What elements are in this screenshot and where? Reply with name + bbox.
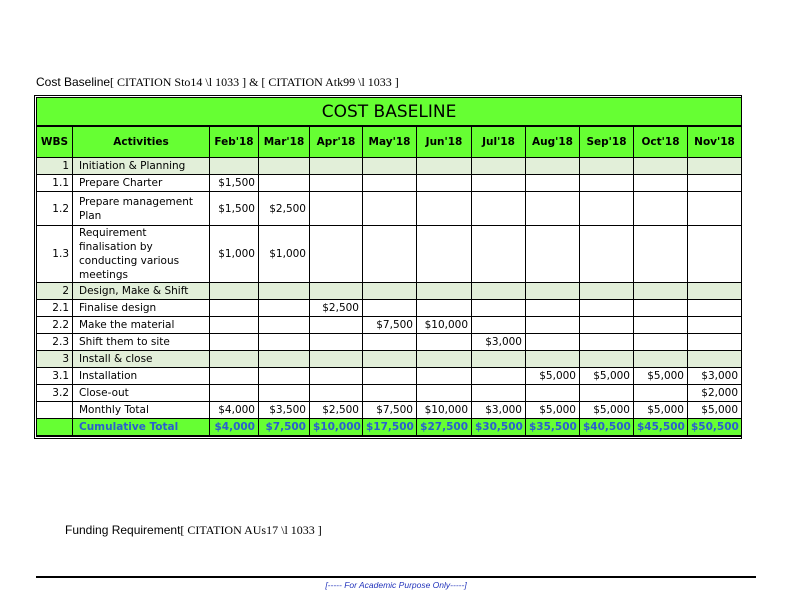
cumulative-total-label: Cumulative Total bbox=[73, 419, 210, 437]
cost-cell bbox=[526, 300, 580, 317]
cost-cell bbox=[634, 175, 688, 192]
cost-cell bbox=[363, 175, 417, 192]
cost-cell bbox=[417, 334, 472, 351]
cost-cell bbox=[472, 158, 526, 175]
table-row bbox=[37, 175, 742, 192]
cost-cell bbox=[210, 300, 259, 317]
wbs-cell: 1.2 bbox=[37, 192, 73, 226]
caption-label: Funding Requirement bbox=[65, 523, 181, 537]
cost-cell bbox=[580, 175, 634, 192]
wbs-cell: 1.1 bbox=[37, 175, 73, 192]
cumulative-cell: $45,500 bbox=[634, 419, 688, 437]
activity-cell: Finalise design bbox=[73, 300, 210, 317]
cost-cell bbox=[363, 192, 417, 226]
cost-cell bbox=[310, 317, 363, 334]
cost-cell bbox=[210, 334, 259, 351]
table-row bbox=[37, 300, 742, 317]
cost-cell bbox=[688, 175, 742, 192]
cost-cell: $7,500 bbox=[363, 317, 417, 334]
cost-cell: $5,000 bbox=[580, 402, 634, 419]
cost-cell: $2,000 bbox=[688, 385, 742, 402]
wbs-cell: 2 bbox=[37, 283, 73, 300]
cost-cell bbox=[526, 283, 580, 300]
cost-cell bbox=[688, 300, 742, 317]
cost-cell bbox=[526, 192, 580, 226]
cost-cell bbox=[210, 283, 259, 300]
cost-cell: $3,500 bbox=[259, 402, 310, 419]
cost-cell bbox=[580, 317, 634, 334]
cost-cell bbox=[634, 385, 688, 402]
cost-cell bbox=[580, 192, 634, 226]
citation-field[interactable]: [ CITATION Sto14 \l 1033 ] & [ CITATION Atk99 \l 1033 ] bbox=[110, 75, 399, 89]
cost-cell bbox=[634, 300, 688, 317]
cost-cell bbox=[363, 158, 417, 175]
cost-cell bbox=[259, 300, 310, 317]
cost-cell bbox=[210, 317, 259, 334]
cumulative-cell: $27,500 bbox=[417, 419, 472, 437]
cumulative-cell: $4,000 bbox=[210, 419, 259, 437]
wbs-cell bbox=[37, 402, 73, 419]
wbs-cell: 2.2 bbox=[37, 317, 73, 334]
header-row bbox=[37, 126, 742, 158]
cost-cell bbox=[259, 385, 310, 402]
activity-cell: Make the material bbox=[73, 317, 210, 334]
cost-cell bbox=[210, 368, 259, 385]
cost-cell: $3,000 bbox=[472, 402, 526, 419]
cost-cell bbox=[472, 300, 526, 317]
table-row bbox=[37, 192, 742, 226]
cost-cell bbox=[580, 226, 634, 283]
cost-cell bbox=[580, 158, 634, 175]
cost-cell bbox=[310, 192, 363, 226]
cost-cell: $1,500 bbox=[210, 175, 259, 192]
cost-cell: $4,000 bbox=[210, 402, 259, 419]
table-body bbox=[37, 158, 742, 437]
cost-cell bbox=[363, 385, 417, 402]
activity-cell: Installation bbox=[73, 368, 210, 385]
cost-cell bbox=[210, 385, 259, 402]
cost-cell bbox=[259, 283, 310, 300]
cost-cell bbox=[310, 158, 363, 175]
cost-cell: $1,500 bbox=[210, 192, 259, 226]
cost-cell bbox=[259, 368, 310, 385]
cumulative-total-row bbox=[37, 419, 742, 437]
header-month: Sep'18 bbox=[580, 126, 634, 158]
cost-cell bbox=[526, 158, 580, 175]
cumulative-cell: $35,500 bbox=[526, 419, 580, 437]
footer-divider bbox=[36, 576, 756, 578]
cost-cell bbox=[526, 334, 580, 351]
cost-cell: $2,500 bbox=[259, 192, 310, 226]
cost-cell bbox=[363, 300, 417, 317]
wbs-cell: 1.3 bbox=[37, 226, 73, 283]
header-wbs: WBS bbox=[37, 126, 73, 158]
wbs-cell: 3.1 bbox=[37, 368, 73, 385]
cost-cell: $5,000 bbox=[634, 368, 688, 385]
wbs-cell: 1 bbox=[37, 158, 73, 175]
cumulative-cell: $40,500 bbox=[580, 419, 634, 437]
cost-cell bbox=[310, 368, 363, 385]
cost-cell bbox=[580, 283, 634, 300]
cost-cell bbox=[417, 351, 472, 368]
cost-cell: $5,000 bbox=[580, 368, 634, 385]
cost-cell bbox=[310, 175, 363, 192]
cost-cell: $5,000 bbox=[634, 402, 688, 419]
cost-cell bbox=[472, 385, 526, 402]
activity-cell: Initiation & Planning bbox=[73, 158, 210, 175]
cost-cell bbox=[363, 334, 417, 351]
section-row bbox=[37, 158, 742, 175]
cost-cell bbox=[417, 192, 472, 226]
cost-cell bbox=[634, 283, 688, 300]
cost-cell: $2,500 bbox=[310, 402, 363, 419]
cost-cell: $3,000 bbox=[472, 334, 526, 351]
table-row bbox=[37, 402, 742, 419]
cost-cell bbox=[580, 385, 634, 402]
cost-cell: $3,000 bbox=[688, 368, 742, 385]
section-row bbox=[37, 283, 742, 300]
cost-cell bbox=[634, 334, 688, 351]
cost-cell: $5,000 bbox=[526, 368, 580, 385]
cost-cell bbox=[634, 158, 688, 175]
activity-cell: Requirement finalisation by conducting various meetings bbox=[73, 226, 210, 283]
activity-cell: Close-out bbox=[73, 385, 210, 402]
cost-cell bbox=[580, 351, 634, 368]
cost-cell bbox=[688, 334, 742, 351]
cost-cell bbox=[472, 283, 526, 300]
cost-cell bbox=[259, 175, 310, 192]
cost-cell bbox=[417, 283, 472, 300]
cost-cell bbox=[472, 226, 526, 283]
cost-cell bbox=[363, 351, 417, 368]
cost-cell bbox=[688, 283, 742, 300]
citation-field[interactable]: [ CITATION AUs17 \l 1033 ] bbox=[180, 523, 322, 537]
activity-cell: Prepare management Plan bbox=[73, 192, 210, 226]
cost-cell bbox=[472, 175, 526, 192]
header-month: Jul'18 bbox=[472, 126, 526, 158]
cost-baseline-table-frame bbox=[34, 95, 742, 439]
cost-cell: $2,500 bbox=[310, 300, 363, 317]
cumulative-cell: $30,500 bbox=[472, 419, 526, 437]
table-row bbox=[37, 226, 742, 283]
header-month: Oct'18 bbox=[634, 126, 688, 158]
cost-cell bbox=[310, 334, 363, 351]
header-month: Aug'18 bbox=[526, 126, 580, 158]
cost-cell bbox=[580, 300, 634, 317]
cost-cell bbox=[472, 317, 526, 334]
cost-cell bbox=[259, 158, 310, 175]
cost-cell bbox=[417, 385, 472, 402]
cost-cell bbox=[634, 351, 688, 368]
cost-cell bbox=[259, 351, 310, 368]
cost-baseline-table bbox=[36, 97, 742, 437]
table-row bbox=[37, 385, 742, 402]
cost-cell: $1,000 bbox=[210, 226, 259, 283]
cumulative-cell: $7,500 bbox=[259, 419, 310, 437]
cumulative-cell: $17,500 bbox=[363, 419, 417, 437]
cost-cell bbox=[526, 385, 580, 402]
activity-cell: Design, Make & Shift bbox=[73, 283, 210, 300]
cost-cell bbox=[417, 226, 472, 283]
cost-cell bbox=[363, 226, 417, 283]
activity-cell: Prepare Charter bbox=[73, 175, 210, 192]
footer-note: [----- For Academic Purpose Only-----] bbox=[325, 580, 467, 590]
funding-requirement-caption bbox=[65, 523, 322, 538]
cost-cell bbox=[688, 226, 742, 283]
header-month: Apr'18 bbox=[310, 126, 363, 158]
table-row bbox=[37, 334, 742, 351]
cost-cell: $7,500 bbox=[363, 402, 417, 419]
cost-cell bbox=[688, 192, 742, 226]
header-activities: Activities bbox=[73, 126, 210, 158]
cost-cell bbox=[417, 158, 472, 175]
table-row bbox=[37, 317, 742, 334]
cost-cell bbox=[472, 351, 526, 368]
cost-cell bbox=[259, 317, 310, 334]
cost-cell bbox=[310, 351, 363, 368]
cost-cell bbox=[472, 368, 526, 385]
activity-cell: Shift them to site bbox=[73, 334, 210, 351]
cost-cell: $1,000 bbox=[259, 226, 310, 283]
cost-cell bbox=[688, 158, 742, 175]
header-month: Mar'18 bbox=[259, 126, 310, 158]
wbs-cell: 2.3 bbox=[37, 334, 73, 351]
cost-cell bbox=[210, 351, 259, 368]
header-month: Nov'18 bbox=[688, 126, 742, 158]
header-month: May'18 bbox=[363, 126, 417, 158]
cost-cell bbox=[580, 334, 634, 351]
cost-cell: $5,000 bbox=[688, 402, 742, 419]
cost-cell: $5,000 bbox=[526, 402, 580, 419]
cost-cell bbox=[310, 226, 363, 283]
cost-cell: $10,000 bbox=[417, 317, 472, 334]
header-month: Jun'18 bbox=[417, 126, 472, 158]
cost-cell bbox=[688, 317, 742, 334]
cumulative-cell: $10,000 bbox=[310, 419, 363, 437]
wbs-cell: 3.2 bbox=[37, 385, 73, 402]
wbs-cell: 3 bbox=[37, 351, 73, 368]
wbs-cell bbox=[37, 419, 73, 437]
cost-baseline-caption bbox=[36, 75, 399, 90]
cost-cell bbox=[688, 351, 742, 368]
activity-cell: Monthly Total bbox=[73, 402, 210, 419]
cost-cell bbox=[472, 192, 526, 226]
cost-cell bbox=[526, 351, 580, 368]
cost-cell bbox=[310, 385, 363, 402]
wbs-cell: 2.1 bbox=[37, 300, 73, 317]
cost-cell bbox=[526, 317, 580, 334]
cost-cell bbox=[210, 158, 259, 175]
cost-cell bbox=[634, 317, 688, 334]
activity-cell: Install & close bbox=[73, 351, 210, 368]
cost-cell bbox=[417, 368, 472, 385]
cost-cell bbox=[526, 226, 580, 283]
cost-cell bbox=[259, 334, 310, 351]
section-row bbox=[37, 351, 742, 368]
cost-cell bbox=[363, 368, 417, 385]
cost-cell bbox=[526, 175, 580, 192]
cost-cell bbox=[417, 300, 472, 317]
cumulative-cell: $50,500 bbox=[688, 419, 742, 437]
cost-cell bbox=[634, 192, 688, 226]
cost-cell bbox=[310, 283, 363, 300]
table-row bbox=[37, 368, 742, 385]
cost-cell: $10,000 bbox=[417, 402, 472, 419]
caption-label: Cost Baseline bbox=[36, 75, 111, 89]
table-title: COST BASELINE bbox=[37, 98, 742, 127]
cost-cell bbox=[363, 283, 417, 300]
header-month: Feb'18 bbox=[210, 126, 259, 158]
cost-cell bbox=[634, 226, 688, 283]
cost-cell bbox=[417, 175, 472, 192]
